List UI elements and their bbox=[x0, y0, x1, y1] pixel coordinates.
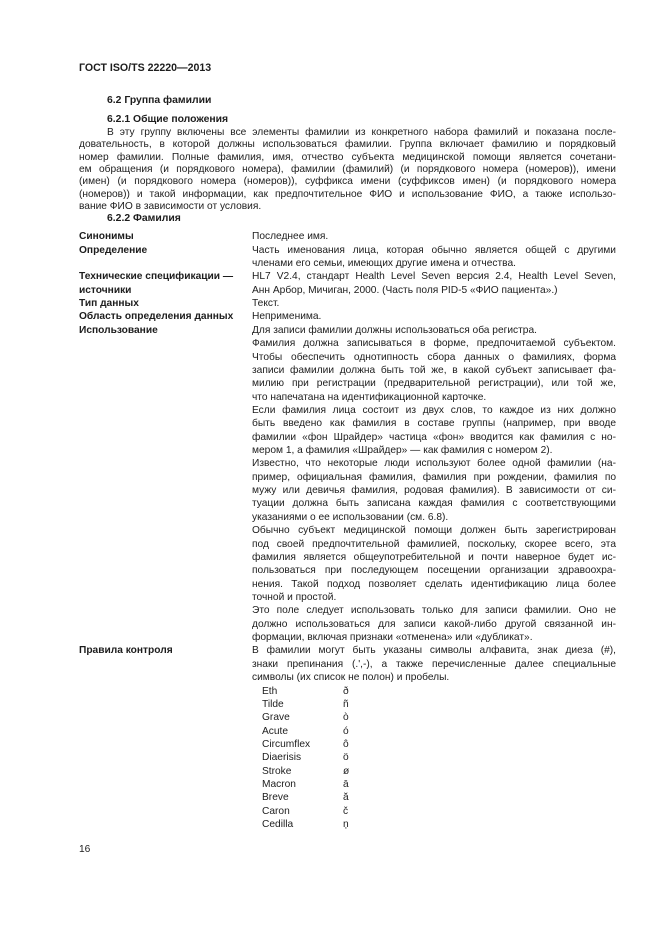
field-value-line: Часть именования лица, которая обычно является общей с другими bbox=[252, 244, 616, 256]
symbol-name: Stroke bbox=[262, 765, 292, 777]
symbol-name: Tilde bbox=[262, 698, 284, 710]
symbol-glyph: ñ bbox=[343, 698, 349, 710]
symbol-name: Eth bbox=[262, 685, 278, 697]
field-label-text: Определение bbox=[79, 244, 148, 256]
symbol-glyph: ò bbox=[343, 712, 349, 724]
field-value-line: Чтобы обеспечить однотипность сбора данных о фамилиях, форма bbox=[252, 351, 616, 363]
page-number: 16 bbox=[79, 843, 91, 855]
field-value-line: указаниями о ее использовании (см. 6.8). bbox=[252, 511, 449, 523]
field-label-text: Синонимы bbox=[79, 231, 134, 243]
field-value-line: Это поле следует использовать только для записи фамилии. Оно не bbox=[252, 605, 616, 617]
field-value bbox=[252, 310, 616, 323]
field-value bbox=[252, 244, 616, 271]
special-symbol-row bbox=[252, 778, 616, 791]
special-symbol-row bbox=[252, 738, 616, 751]
field-value-line: Текст. bbox=[252, 298, 280, 310]
symbol-name: Cedilla bbox=[262, 819, 294, 831]
field-value-line: фамилия является общеупотребительной и почти наверное будет ис- bbox=[252, 551, 616, 563]
field-value bbox=[252, 324, 616, 645]
symbol-name: Breve bbox=[262, 792, 289, 804]
paragraph-line: (номеров)) и такой информации, как предпочтительное ФИО и использование ФИО, а также использо- bbox=[79, 188, 616, 200]
attribute-row-data-type bbox=[79, 297, 616, 310]
special-symbol-row bbox=[252, 751, 616, 764]
attribute-row-definition bbox=[79, 244, 616, 271]
paragraph-line: ем обращения (и порядкового номера), фамилии (фамилий) (и порядкового номера (номеров)), имени bbox=[79, 163, 616, 175]
field-label bbox=[79, 244, 252, 271]
attribute-row-usage bbox=[79, 324, 616, 645]
special-symbol-row bbox=[252, 725, 616, 738]
special-symbol-row bbox=[252, 805, 616, 818]
field-value bbox=[252, 230, 616, 243]
symbol-name: Diaerisis bbox=[262, 752, 302, 764]
field-label-text: источники bbox=[79, 284, 132, 296]
usage-paragraph bbox=[252, 404, 616, 457]
field-label bbox=[79, 270, 252, 297]
field-value-line: символы (их список не полон) и пробелы. bbox=[252, 672, 450, 684]
field-value-line: знаки препинания (.',-), а также перечисленные далее специальные bbox=[252, 658, 616, 670]
field-label bbox=[79, 644, 252, 831]
attribute-row-validation-rules bbox=[79, 644, 616, 831]
symbol-glyph: ð bbox=[343, 685, 349, 697]
field-value-line: формации, включая признаки «отменена» или «дубликат». bbox=[252, 632, 533, 644]
general-provisions-paragraph bbox=[79, 127, 616, 214]
usage-paragraph bbox=[252, 324, 616, 337]
field-value-line: Фамилия должна записываться в форме, предпочитаемой субъектом. bbox=[252, 338, 616, 350]
field-label bbox=[79, 324, 252, 645]
symbol-glyph: ó bbox=[343, 725, 349, 737]
field-label-text: Тип данных bbox=[79, 298, 139, 310]
special-symbols-list bbox=[252, 685, 616, 832]
field-value-line: милию при регистрации (предварительной регистрации), или той же, bbox=[252, 378, 616, 390]
field-value-line: Известно, что некоторые люди используют более одной фамилии (на- bbox=[252, 458, 616, 470]
special-symbol-row bbox=[252, 698, 616, 711]
field-value-line: Анн Арбор, Мичиган, 2000. (Часть поля PID-5 «ФИО пациента».) bbox=[252, 284, 558, 296]
special-symbol-row bbox=[252, 711, 616, 724]
symbol-glyph: ø bbox=[343, 765, 350, 777]
field-value-line: мужу или девичья фамилия, родовая фамилия). В зависимости от си- bbox=[252, 485, 616, 497]
field-label-text: Правила контроля bbox=[79, 645, 173, 657]
attribute-row-synonyms bbox=[79, 230, 616, 243]
attribute-row-technical-specifications bbox=[79, 270, 616, 297]
section-heading-6-2-1: 6.2.1 Общие положения bbox=[107, 113, 229, 125]
field-value-line: туации должна быть записана каждая фамилия с соответствующими bbox=[252, 498, 616, 510]
field-label bbox=[79, 230, 252, 243]
special-symbol-row bbox=[252, 818, 616, 831]
field-value-line: записи фамилии должна быть той же, в какой субъект записывает фа- bbox=[252, 364, 616, 376]
field-value bbox=[252, 270, 616, 297]
field-value-line: что напечатана на идентификационной карточке. bbox=[252, 391, 487, 403]
field-label-text: Область определения данных bbox=[79, 311, 234, 323]
field-value-line: фамилии «фон Шрайдер» частица «фон» вводится как фамилия с но- bbox=[252, 431, 616, 443]
symbol-name: Grave bbox=[262, 712, 290, 724]
field-label bbox=[79, 297, 252, 310]
field-value-line: Последнее имя. bbox=[252, 231, 329, 243]
field-value-line: Для записи фамилии должны использоваться оба регистра. bbox=[252, 324, 537, 336]
field-value-line: Если фамилия лица состоит из двух слов, то каждое из них должно bbox=[252, 404, 616, 416]
field-label-text: Использование bbox=[79, 324, 158, 336]
symbol-name: Circumflex bbox=[262, 738, 311, 750]
paragraph-line: вание ФИО в зависимости от условия. bbox=[79, 201, 262, 213]
field-value-line: HL7 V2.4, стандарт Health Level Seven версия 2.4, Health Level Seven, bbox=[252, 271, 616, 283]
field-value-line: пример, официальная фамилия, фамилия при рождении, фамилия по bbox=[252, 471, 616, 483]
attribute-table bbox=[79, 230, 616, 831]
paragraph-line: (имен) (и порядкового номера (номеров)), суффикса имени (суффиксов имен) (и порядкового номера bbox=[79, 176, 616, 188]
field-value-line: пользоваться при последующем посещении организации здравоохра- bbox=[252, 565, 616, 577]
field-value-line: В фамилии могут быть указаны символы алфавита, знак диеза (#), bbox=[252, 645, 616, 657]
field-value-line: Неприменима. bbox=[252, 311, 322, 323]
field-label-text: Технические спецификации — bbox=[79, 271, 234, 283]
special-symbol-row bbox=[252, 765, 616, 778]
field-value-line: Обычно субъект медицинской помощи должен быть зарегистрирован bbox=[252, 525, 616, 537]
symbol-glyph: ă bbox=[343, 792, 349, 804]
symbol-glyph: ā bbox=[343, 779, 349, 791]
usage-paragraph bbox=[252, 604, 616, 644]
field-label bbox=[79, 310, 252, 323]
paragraph-line: номер фамилии. Полные фамилия, имя, отчество субъекта медицинской помощи является сочетани- bbox=[79, 151, 616, 163]
usage-paragraph bbox=[252, 337, 616, 404]
usage-paragraph bbox=[252, 457, 616, 524]
paragraph-line: довательность, в которой должны использоваться фамилии. Группа включает фамилию и порядковый bbox=[79, 139, 616, 151]
symbol-name: Caron bbox=[262, 805, 290, 817]
symbol-glyph: ö bbox=[343, 752, 349, 764]
section-heading-6-2-2: 6.2.2 Фамилия bbox=[107, 213, 181, 224]
field-value-line: под своей предпочтительной фамилией, поскольку, скорее всего, эта bbox=[252, 538, 616, 550]
field-value bbox=[252, 297, 616, 310]
field-value-line: должно использоваться для записи какой-либо другой связанной ин- bbox=[252, 618, 616, 630]
field-value-line: нения. Такой подход позволяет сделать идентификацию лица более bbox=[252, 578, 616, 590]
field-value-line: мером 1, а фамилия «Шрайдер» — как фамилия с номером 2). bbox=[252, 445, 553, 457]
field-value-line: быть введено как фамилия в составе группы (например, при вводе bbox=[252, 418, 616, 430]
usage-paragraph bbox=[252, 524, 616, 604]
field-value-line: точной и простой. bbox=[252, 592, 337, 603]
field-value bbox=[252, 644, 616, 831]
document-header: ГОСТ ISO/TS 22220—2013 bbox=[79, 61, 212, 74]
symbol-glyph: ô bbox=[343, 738, 349, 750]
special-symbol-row bbox=[252, 685, 616, 698]
symbol-name: Macron bbox=[262, 779, 296, 791]
symbol-name: Acute bbox=[262, 725, 289, 737]
special-symbol-row bbox=[252, 791, 616, 804]
symbol-glyph: č bbox=[343, 805, 349, 817]
section-heading-6-2: 6.2 Группа фамилии bbox=[107, 94, 212, 106]
paragraph-line: В эту группу включены все элементы фамилии из конкретного набора фамилий и показана после- bbox=[107, 126, 616, 138]
symbol-glyph: ņ bbox=[343, 819, 349, 831]
attribute-row-data-domain bbox=[79, 310, 616, 323]
field-value-line: членами его семьи, имеющих другие имена и отчества. bbox=[252, 258, 516, 270]
